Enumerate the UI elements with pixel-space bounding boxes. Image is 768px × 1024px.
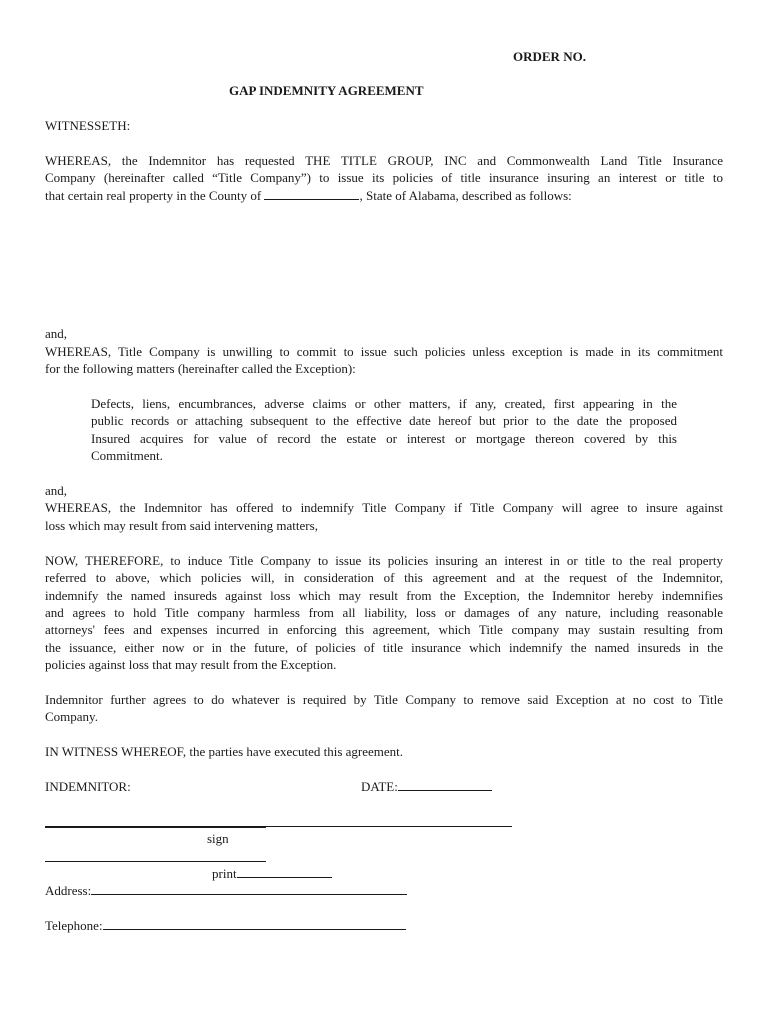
and-connector: and, [45,326,68,341]
paragraph-line: indemnify the named insureds against loss which may result from the Exception, the Indemnitor hereby indemnifies [45,588,723,603]
and-connector: and, [45,483,68,498]
sign-label: sign [207,831,229,846]
address-label: Address: [45,883,92,898]
telephone-label: Telephone: [45,918,103,933]
paragraph-line: attorneys' fees and expenses incurred in enforcing this agreement, which Title company may sustain resulting from [45,622,723,637]
print-blank[interactable] [237,865,332,878]
signature-line-bold[interactable] [45,826,266,828]
paragraph-line [45,187,723,204]
paragraph-line: WHEREAS, the Indemnitor has requested THE TITLE GROUP, INC and Commonwealth Land Title Insurance [45,153,723,168]
document-title: GAP INDEMNITY AGREEMENT [229,83,424,98]
paragraph-line: public records or attaching subsequent to the effective date hereof but prior to the date the proposed [91,413,677,428]
address-field [45,882,407,899]
indemnitor-label: INDEMNITOR: [45,779,131,794]
telephone-field [45,917,406,934]
order-number-label: ORDER NO. [513,49,586,64]
county-label: that certain real property in the County of [45,188,262,203]
paragraph-line: Insured acquires for value of record the estate or interest or mortgage thereon covered by this [91,431,677,446]
paragraph-line: Company (hereinafter called “Title Company”) to issue its policies of title insurance insuring an interest or title to [45,170,723,185]
paragraph-line: WHEREAS, the Indemnitor has offered to indemnify Title Company if Title Company will agree to insure against [45,500,723,515]
paragraph-line: and agrees to hold Title company harmless from all liability, loss or damages of any nature, including reasonable [45,605,723,620]
date-blank[interactable] [398,778,492,791]
paragraph-line: the issuance, either now or in the future, of policies of title insurance which indemnify the named insureds in the [45,640,723,655]
paragraph-line: Indemnitor further agrees to do whatever is required by Title Company to remove said Exception at no cost to Title [45,692,723,707]
signature-line-extension[interactable] [266,826,512,827]
paragraph-line: for the following matters (hereinafter called the Exception): [45,361,356,376]
county-blank[interactable] [264,187,359,200]
in-witness-statement: IN WITNESS WHEREOF, the parties have executed this agreement. [45,744,404,759]
date-field [361,778,492,795]
print-label: print [212,866,237,881]
paragraph-line: WHEREAS, Title Company is unwilling to commit to issue such policies unless exception is made in its commitment [45,344,723,359]
print-name-line[interactable] [45,861,266,862]
witnesseth-heading: WITNESSETH: [45,118,131,133]
paragraph-line: NOW, THEREFORE, to induce Title Company to issue its policies insuring an interest in or title to the real property [45,553,723,568]
paragraph-line: referred to above, which policies will, in consideration of this agreement and at the request of the Indemnitor, [45,570,723,585]
paragraph-line: policies against loss that may result from the Exception. [45,657,337,672]
paragraph-line: loss which may result from said intervening matters, [45,518,318,533]
telephone-blank[interactable] [103,917,406,930]
paragraph-line: Company. [45,709,98,724]
paragraph-line: Defects, liens, encumbrances, adverse claims or other matters, if any, created, first appearing in the [91,396,677,411]
print-field [212,865,332,882]
date-label: DATE: [361,779,398,794]
address-blank[interactable] [91,882,407,895]
paragraph-line: Commitment. [91,448,163,463]
state-text: , State of Alabama, described as follows: [359,188,572,203]
